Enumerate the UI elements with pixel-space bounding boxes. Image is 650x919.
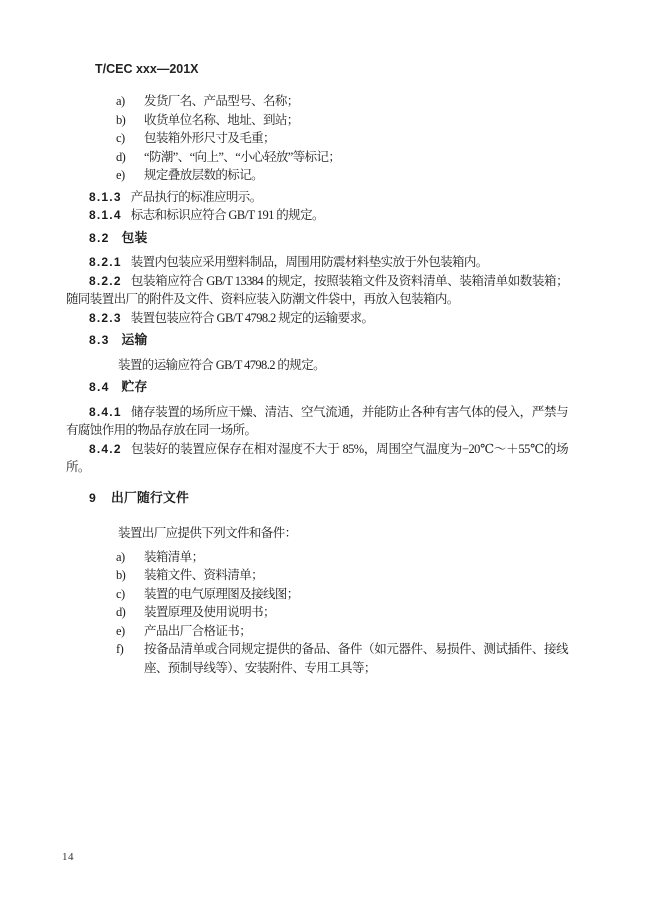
list-marker: a)	[116, 549, 125, 564]
chapter-title: 出厂随行文件	[110, 489, 189, 505]
list-marker: d)	[116, 605, 126, 619]
list-item-text: “防潮”、“向上”、“小心轻放”等标记；	[144, 149, 341, 164]
list-item	[66, 129, 568, 148]
list-marker: e)	[116, 623, 125, 638]
list-item-text: 包装箱外形尺寸及毛重；	[144, 131, 275, 145]
chapter-heading-9	[66, 489, 568, 508]
list-item	[66, 92, 568, 111]
list-item	[66, 111, 568, 130]
clause-text: 标志和标识应符合 GB/T 191 的规定。	[130, 208, 324, 222]
list-item-text: 装箱文件、资料清单；	[144, 568, 264, 582]
clause-number: 8.4.2	[89, 441, 122, 456]
clause-8-4-2	[66, 440, 568, 477]
clause-text: 装置包装应符合 GB/T 4798.2 规定的运输要求。	[130, 310, 374, 325]
clause-8-4-1	[66, 403, 568, 440]
list-item	[66, 585, 568, 604]
clause-number: 8.4.1	[89, 404, 122, 419]
clause-8-1-3	[66, 188, 568, 207]
section-title: 贮存	[121, 379, 148, 394]
list-item-text: 收货单位名称、地址、到站；	[144, 112, 299, 127]
list-item-text: 发货厂名、产品型号、名称；	[144, 94, 299, 108]
clause-text: 装置内包装应采用塑料制品，周围用防震材料垫实放于外包装箱内。	[130, 255, 488, 269]
list-item-text: 按备品清单或合同规定提供的备品、备件（如元器件、易损件、测试插件、接线座、预制导线等）、安装附件、专用工具等；	[144, 642, 568, 675]
section-number: 8.2	[89, 230, 110, 245]
section-number: 8.4	[89, 380, 110, 394]
clause-number: 8.2.1	[89, 255, 122, 269]
clause-8-1-4	[66, 206, 568, 225]
list-marker: b)	[116, 568, 126, 582]
paragraph-8-3: 装置的运输应符合 GB/T 4798.2 的规定。	[118, 357, 325, 372]
paragraph-9-intro: 装置出厂应提供下列文件和备件：	[118, 526, 297, 540]
list-marker: a)	[116, 94, 125, 108]
chapter-number: 9	[89, 490, 97, 505]
section-heading-8-2	[66, 229, 568, 248]
clause-text: 包装好的装置应保存在相对湿度不大于 85%，周围空气温度为−20℃～＋55℃的场所。	[66, 441, 568, 474]
list-item	[66, 548, 568, 567]
list-item-text: 产品出厂合格证书；	[144, 623, 252, 638]
list-item-text: 装置原理及使用说明书；	[144, 605, 275, 619]
clause-text: 产品执行的标准应明示。	[130, 189, 262, 204]
clause-text: 储存装置的场所应干燥、清洁、空气流通，并能防止各种有害气体的侵入，严禁与有腐蚀作用的物品存放在同一场所。	[66, 404, 568, 437]
list-item	[66, 603, 568, 622]
clause-8-2-3	[66, 309, 568, 328]
list-marker: b)	[116, 112, 126, 127]
list-marker: c)	[116, 131, 125, 145]
list-marker: d)	[116, 149, 126, 164]
section-title: 包装	[121, 229, 148, 245]
clause-number: 8.1.3	[89, 189, 122, 204]
list-item	[66, 622, 568, 641]
section-heading-8-4	[66, 378, 568, 397]
doc-code-header: T/CEC xxx—201X	[95, 62, 199, 76]
list-marker: e)	[116, 168, 125, 182]
list-marker: c)	[116, 586, 125, 601]
list-item-text: 装箱清单；	[144, 549, 204, 564]
factory-documents-list	[66, 548, 568, 678]
list-marker: f)	[116, 642, 124, 656]
clause-number: 8.2.2	[89, 273, 122, 288]
list-item	[66, 166, 568, 185]
list-item-text: 装置的电气原理图及接线图；	[144, 586, 299, 601]
section-title: 运输	[121, 332, 148, 347]
section-heading-8-3	[66, 331, 568, 350]
list-item	[66, 640, 568, 677]
marking-requirements-list	[66, 92, 568, 185]
clause-text: 包装箱应符合 GB/T 13384 的规定，按照装箱文件及资料清单、装箱清单如数装箱；随同装置出厂的附件及文件、资料应装入防潮文件袋中，再放入包装箱内。	[66, 273, 568, 306]
clause-number: 8.1.4	[89, 208, 122, 222]
page-number: 14	[62, 851, 74, 863]
list-item	[66, 566, 568, 585]
clause-8-2-1	[66, 253, 568, 272]
page-content	[66, 92, 568, 677]
clause-8-2-2	[66, 272, 568, 309]
clause-number: 8.2.3	[89, 310, 122, 325]
section-number: 8.3	[89, 333, 110, 347]
list-item-text: 规定叠放层数的标记。	[144, 168, 264, 182]
list-item	[66, 148, 568, 167]
